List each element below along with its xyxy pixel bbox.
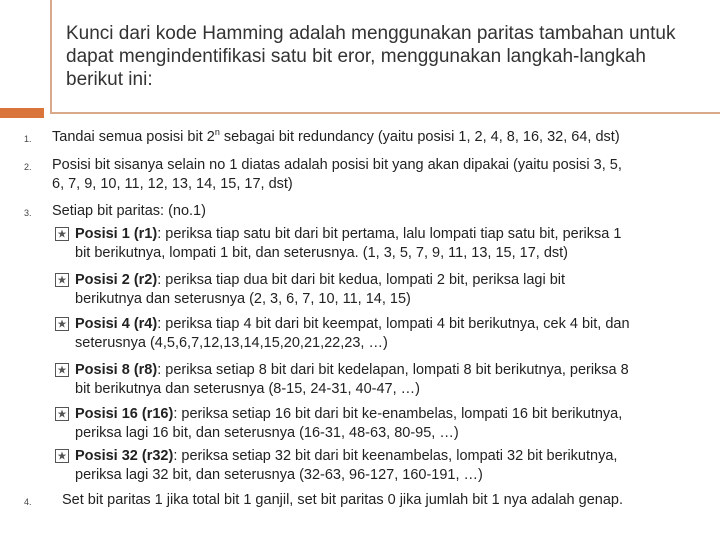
boxed-star-icon xyxy=(55,449,69,463)
item-number: 1. xyxy=(24,134,32,144)
sub-item-heading: Posisi 4 (r4) xyxy=(75,316,158,332)
sub-list-item xyxy=(75,361,695,399)
list-item: Set bit paritas 1 jika total bit 1 ganjil, set bit paritas 0 jika jumlah bit 1 nya adalah genap. xyxy=(62,492,623,508)
sub-list-item xyxy=(75,315,695,353)
accent-bar xyxy=(0,108,50,118)
list-item xyxy=(52,156,692,194)
sub-item-heading: Posisi 16 (r16) xyxy=(75,406,174,422)
sub-item-text: periksa lagi 32 bit, dan seterusnya (32-63, 96-127, 160-191, …) xyxy=(75,467,483,483)
sub-item-text: berikutnya dan seterusnya (2, 3, 6, 7, 10, 11, 14, 15) xyxy=(75,291,411,307)
sub-item-heading: Posisi 2 (r2) xyxy=(75,272,158,288)
item-line: 6, 7, 9, 10, 11, 12, 13, 14, 15, 17, dst) xyxy=(52,176,293,192)
list-item: Setiap bit paritas: (no.1) xyxy=(52,203,206,219)
sub-item-text: bit berikutnya, lompati 1 bit, dan seterusnya. (1, 3, 5, 7, 9, 11, 13, 15, 17, dst) xyxy=(75,245,569,261)
boxed-star-icon xyxy=(55,273,69,287)
sub-list-item xyxy=(75,447,695,485)
boxed-star-icon xyxy=(55,363,69,377)
item-number: 2. xyxy=(24,162,32,172)
sub-item-text: bit berikutnya dan seterusnya (8-15, 24-31, 40-47, …) xyxy=(75,381,420,397)
sub-item-text: periksa lagi 16 bit, dan seterusnya (16-31, 48-63, 80-95, …) xyxy=(75,425,459,441)
sub-item-text: : periksa tiap satu bit dari bit pertama, lalu lompati tiap satu bit, periksa 1 xyxy=(157,226,622,242)
list-item xyxy=(52,128,692,147)
sub-list-item xyxy=(75,405,695,443)
slide-title: Kunci dari kode Hamming adalah menggunakan paritas tambahan untuk dapat mengindentifikasi satu bit eror, menggunakan langkah-langkah berikut ini: xyxy=(66,23,676,90)
item-number: 4. xyxy=(24,497,32,507)
item-text: Tandai semua posisi bit 2 xyxy=(52,129,215,145)
sub-item-heading: Posisi 1 (r1) xyxy=(75,226,158,242)
boxed-star-icon xyxy=(55,227,69,241)
sub-item-text: : periksa tiap dua bit dari bit kedua, lompati 2 bit, periksa lagi bit xyxy=(157,272,566,288)
sub-list-item xyxy=(75,225,695,263)
item-line: Posisi bit sisanya selain no 1 diatas adalah posisi bit yang akan dipakai (yaitu posisi 3, 5, xyxy=(52,157,622,173)
sub-item-heading: Posisi 32 (r32) xyxy=(75,448,174,464)
title-divider xyxy=(50,112,720,114)
sub-list-item xyxy=(75,271,695,309)
sub-item-text: seterusnya (4,5,6,7,12,13,14,15,20,21,22,23, …) xyxy=(75,335,388,351)
title-divider-vertical xyxy=(50,0,52,114)
sub-item-text: : periksa setiap 16 bit dari bit ke-enambelas, lompati 16 bit berikutnya, xyxy=(173,406,623,422)
item-superscript: n xyxy=(214,127,220,138)
item-number: 3. xyxy=(24,208,32,218)
boxed-star-icon xyxy=(55,317,69,331)
sub-item-heading: Posisi 8 (r8) xyxy=(75,362,158,378)
boxed-star-icon xyxy=(55,407,69,421)
item-text: sebagai bit redundancy (yaitu posisi 1, 2, 4, 8, 16, 32, 64, dst) xyxy=(219,129,620,145)
sub-item-text: : periksa setiap 8 bit dari bit kedelapan, lompati 8 bit berikutnya, periksa 8 xyxy=(157,362,629,378)
sub-item-text: : periksa setiap 32 bit dari bit keenambelas, lompati 32 bit berikutnya, xyxy=(173,448,618,464)
sub-item-text: : periksa tiap 4 bit dari bit keempat, lompati 4 bit berikutnya, cek 4 bit, dan xyxy=(157,316,630,332)
